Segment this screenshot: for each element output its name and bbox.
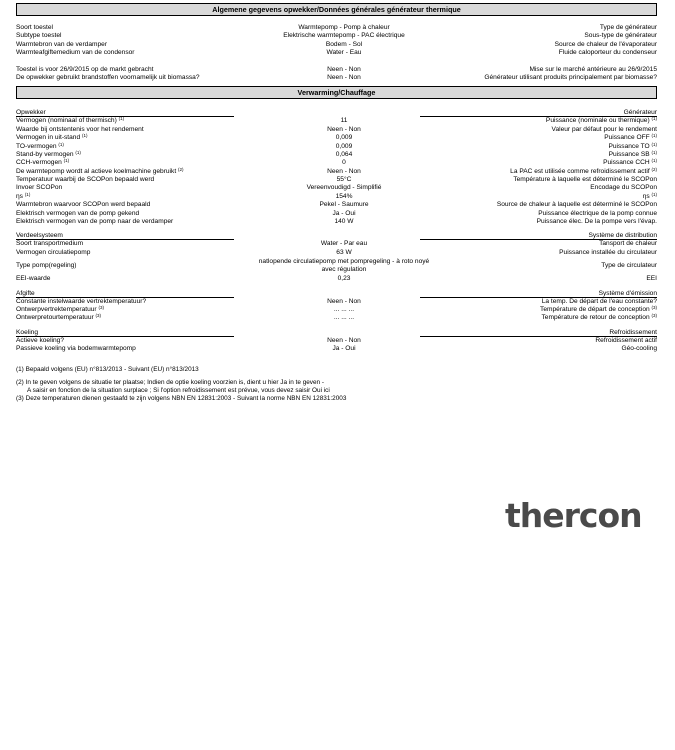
row-label-fr-text: Fluide caloporteur du condenseur — [558, 49, 657, 57]
row-label-fr — [437, 193, 657, 201]
row-value: 0,009 — [335, 142, 353, 150]
row-label-nl-text: De opwekker gebruikt brandstoffen voornamelijk uit biomassa? — [16, 73, 200, 81]
row-label-nl — [16, 201, 251, 209]
row-label-nl-text: Temperatuur waarbij de SCOPon bepaald werd — [16, 176, 155, 184]
heating-header: Verwarming/Chauffage — [16, 86, 657, 99]
row-label-fr-text: Tansport de chaleur — [599, 240, 657, 248]
footnote: (2) In te geven volgens de situatie ter plaatse; Indien de optie koeling voorzien is, dient u hier Ja in te geven - — [16, 378, 325, 386]
row-label-nl-text: Invoer SCOPon — [16, 184, 63, 192]
row-label-fr — [437, 49, 657, 57]
row-label-fr — [437, 314, 657, 322]
row-value: Pekel - Saumure — [319, 201, 369, 209]
row-label-nl: Type pomp(regeling) — [16, 261, 77, 269]
row-label-nl-text: Toestel is voor 26/9/2015 op de markt gebracht — [16, 65, 154, 73]
opwekker-rows — [16, 117, 657, 226]
footnote-ref: (3) — [651, 304, 657, 310]
row-label-fr — [437, 345, 657, 353]
row-label-fr-text: Puissance SB — [608, 150, 650, 158]
row-label-nl-text: De warmtepomp wordt al actieve koelmachine gebruikt — [16, 167, 177, 175]
row-label-nl — [16, 193, 251, 201]
row-value: Ja - Oui — [332, 209, 356, 217]
data-row — [16, 218, 657, 226]
data-row — [16, 66, 657, 74]
footnote-ref: (3) — [95, 313, 102, 319]
row-label-nl-text: Elektrisch vermogen van de pomp naar de verdamper — [16, 218, 174, 226]
footnote-ref: (3) — [98, 304, 104, 310]
row-label-fr — [437, 32, 657, 40]
row-value: Neen - Non — [327, 125, 361, 133]
row-value: 0,064 — [335, 150, 353, 158]
row-label-fr-text: Sous-type de générateur — [584, 32, 657, 40]
data-row — [16, 314, 657, 322]
section-title-nl: Verdeelsysteem — [16, 231, 234, 240]
general-market-section — [16, 66, 657, 83]
row-value: natlopende circulatiepomp met pompregeling - à roto noyé avec régulation — [258, 257, 430, 274]
row-label-nl-text: Actieve koeling? — [16, 336, 65, 344]
row-label-nl — [16, 66, 251, 74]
footnote-ref: (1) — [651, 141, 657, 147]
data-row — [16, 168, 657, 176]
data-row — [16, 345, 657, 353]
row-label-nl — [16, 314, 251, 322]
section-title-nl: Opwekker — [16, 108, 234, 117]
row-value: 63 W — [336, 248, 352, 256]
row-label-fr — [437, 24, 657, 32]
row-label-nl-text: Soort transportmedium — [16, 240, 84, 248]
row-label-fr — [437, 298, 657, 306]
row-label-nl — [16, 249, 251, 257]
row-label-nl — [16, 218, 251, 226]
row-label-nl — [16, 126, 251, 134]
data-row — [16, 126, 657, 134]
row-label-fr-text: ηs — [642, 192, 650, 200]
data-row — [16, 298, 657, 306]
footnote-ref: (3) — [651, 313, 657, 319]
row-label-nl-text: Subtype toestel — [16, 32, 62, 40]
row-label-nl — [16, 240, 251, 248]
row-label-nl — [16, 143, 251, 151]
row-value: Neen - Non — [327, 297, 361, 305]
row-label-nl — [16, 184, 251, 192]
koeling-rows — [16, 337, 657, 354]
data-row — [16, 32, 657, 40]
row-label-fr-text: Source de chaleur de l'évaporateur — [554, 40, 657, 48]
footnote-ref: (1) — [651, 133, 657, 139]
row-label-fr — [437, 201, 657, 209]
data-row — [16, 41, 657, 49]
row-label-nl — [16, 74, 251, 82]
row-label-fr-text: La PAC est utilisée comme refroidissement actif — [510, 167, 650, 175]
footnote-ref: (1) — [24, 191, 31, 197]
row-label-nl-text: Vermogen (nominaal of thermisch) — [16, 117, 117, 125]
opwekker-section-title — [16, 108, 657, 117]
footnote-ref: (1) — [651, 158, 657, 164]
row-value: Neen - Non — [327, 336, 361, 344]
row-label-nl — [16, 32, 251, 40]
row-label-nl — [16, 134, 251, 142]
row-label-fr-text: Encodage du SCOPon — [590, 184, 657, 192]
row-label-fr-text: Puissance élec. De la pompe vers l'évap. — [536, 218, 657, 226]
row-label-nl-text: CCH-vermogen — [16, 159, 62, 167]
footnote-ref: (2) — [651, 166, 657, 172]
row-value: Water - Par eau — [320, 240, 368, 248]
data-row — [16, 176, 657, 184]
eei-row — [16, 275, 657, 283]
row-value: 0,23 — [337, 275, 351, 283]
row-value: Neen - Non — [327, 167, 361, 175]
row-label-fr-text: Générateur utilisant produits principalement par biomasse? — [484, 73, 657, 81]
section-title-fr: Système d'émission — [420, 289, 657, 298]
section-title-nl: Koeling — [16, 328, 234, 337]
row-value: 55°C — [336, 176, 352, 184]
row-label-nl-text: Stand-by vermogen — [16, 150, 74, 158]
row-value: 140 W — [334, 218, 354, 226]
row-label-fr-text: La temp. De départ de l'eau constante? — [541, 297, 657, 305]
section-title-fr: Système de distribution — [420, 231, 657, 240]
data-row — [16, 24, 657, 32]
row-label-fr — [437, 66, 657, 74]
data-row — [16, 74, 657, 82]
koeling-section-title — [16, 328, 657, 337]
row-label-fr-text: Température à laquelle est déterminé le SCOPon — [513, 176, 657, 184]
footnote-ref: (1) — [651, 116, 657, 122]
data-row — [16, 49, 657, 57]
row-label-fr — [437, 176, 657, 184]
row-label-nl — [16, 337, 251, 345]
section-title-nl: Afgifte — [16, 289, 234, 298]
row-label-fr — [437, 126, 657, 134]
row-label-nl-text: Warmtebron van de verdamper — [16, 40, 108, 48]
row-label-fr — [437, 249, 657, 257]
row-label-nl — [16, 345, 251, 353]
row-value: Elektrische warmtepomp - PAC électrique — [283, 32, 405, 40]
row-label-fr-text: Puissance OFF — [604, 134, 650, 142]
row-label-nl — [16, 41, 251, 49]
row-value: Bodem - Sol — [325, 40, 363, 48]
row-label-fr-text: Puissance TO — [608, 142, 650, 150]
data-row — [16, 249, 657, 257]
row-label-nl — [16, 298, 251, 306]
row-label-nl-text: Soort toestel — [16, 24, 54, 31]
data-row — [16, 240, 657, 248]
row-label-fr — [437, 159, 657, 167]
footnote-ref: (1) — [63, 158, 70, 164]
row-label-nl — [16, 24, 251, 32]
row-label-fr-text: Puissance électrique de la pomp connue — [538, 209, 657, 217]
row-label-nl-text: Vermogen circulatiepomp — [16, 248, 91, 256]
row-label-fr — [437, 337, 657, 345]
footnote: A saisir en fonction de la situation surplace ; Si l'option refroidissement est prévue, vous devez saisir Oui ici — [27, 386, 330, 394]
row-label-nl-text: Ontwerpretourtemperatuur — [16, 314, 94, 322]
row-label-fr — [437, 134, 657, 142]
data-row — [16, 151, 657, 159]
row-label-nl-text: ηs — [16, 192, 23, 200]
verdeel-rows — [16, 240, 657, 257]
row-label-fr — [437, 143, 657, 151]
row-value: Warmtepomp - Pomp à chaleur — [298, 24, 390, 31]
footnote-ref: (1) — [651, 191, 657, 197]
afgifte-section-title — [16, 289, 657, 298]
row-label-nl-text: Ontwerpvertrektemperatuur — [16, 305, 97, 313]
row-value: Neen - Non — [327, 73, 361, 81]
row-label-fr-text: Source de chaleur à laquelle est déterminé le SCOPon — [496, 201, 657, 209]
footnote-ref: (1) — [82, 133, 88, 139]
footnote: (3) Deze temperaturen dienen gestaafd te zijn volgens NBN EN 12831:2003 - Suivant la norme NBN EN 12831:2003 — [16, 395, 347, 403]
row-label-nl-text: Passieve koeling via bodemwarmtepomp — [16, 345, 136, 353]
row-label-fr: EEI — [646, 275, 657, 283]
row-label-fr — [437, 184, 657, 192]
footnote-ref: (1) — [118, 116, 125, 122]
row-label-fr-text: Puissance installée du circulateur — [559, 248, 657, 256]
general-header: Algemene gegevens opwekker/Données générales générateur thermique — [16, 3, 657, 16]
row-label-fr-text: Valeur par défaut pour le rendement — [551, 125, 657, 133]
verdeel-section-title — [16, 231, 657, 240]
row-label-nl — [16, 168, 251, 176]
row-label-fr — [437, 168, 657, 176]
data-row — [16, 117, 657, 125]
row-label-fr-text: Type de générateur — [599, 24, 657, 31]
row-label-fr-text: Géo-cooling — [621, 345, 657, 353]
row-label-fr — [437, 41, 657, 49]
pump-type-row — [16, 257, 657, 275]
data-row — [16, 201, 657, 209]
row-label-fr — [437, 210, 657, 218]
row-label-nl: EEI-waarde — [16, 275, 51, 283]
row-label-fr — [437, 117, 657, 125]
data-row — [16, 134, 657, 142]
row-label-fr-text: Puissance (nominale ou thermique) — [545, 117, 650, 125]
row-label-nl — [16, 210, 251, 218]
data-row — [16, 143, 657, 151]
row-value: Ja - Oui — [332, 345, 356, 353]
general-section — [16, 24, 657, 58]
row-label-fr-text: Mise sur le marché antérieure au 26/9/2015 — [529, 65, 657, 73]
footnote: (1) Bepaald volgens (EU) n°813/2013 - Suivant (EU) n°813/2013 — [16, 365, 199, 373]
datasheet — [16, 3, 657, 403]
row-label-fr-text: Refroidissement actif — [595, 336, 657, 344]
row-value: 154% — [335, 192, 353, 200]
row-label-nl-text: TO-vermogen — [16, 142, 57, 150]
afgifte-rows — [16, 298, 657, 323]
row-value: 11 — [340, 117, 348, 125]
footnotes — [16, 366, 657, 404]
section-title-fr: Refroidissement — [420, 328, 657, 337]
footnote-ref: (1) — [651, 149, 657, 155]
row-value: ... ... ... — [333, 314, 355, 322]
row-label-nl-text: Elektrisch vermogen van de pomp gekend — [16, 209, 140, 217]
row-value: Vereenvoudigd - Simplifié — [306, 184, 382, 192]
row-value: Water - Eau — [326, 49, 362, 57]
row-label-nl — [16, 117, 251, 125]
row-value: Neen - Non — [327, 65, 361, 73]
row-label-fr-text: Température de départ de conception — [540, 305, 650, 313]
row-label-fr: Type de circulateur — [601, 261, 657, 269]
row-value: ... ... ... — [333, 305, 355, 313]
row-label-nl-text: Waarde bij ontstentenis voor het rendement — [16, 125, 144, 133]
row-value: 0 — [342, 159, 346, 167]
row-label-nl-text: Constante instelwaarde vertrektemperatuur? — [16, 297, 147, 305]
data-row — [16, 210, 657, 218]
footnote-ref: (1) — [58, 141, 64, 147]
row-label-fr — [437, 240, 657, 248]
data-row — [16, 159, 657, 167]
data-row — [16, 193, 657, 201]
row-label-fr-text: Puissance CCH — [603, 159, 650, 167]
section-title-fr: Générateur — [420, 108, 657, 117]
data-row — [16, 337, 657, 345]
footnote-ref: (1) — [75, 149, 81, 155]
footnote-ref: (2) — [178, 166, 184, 172]
data-row — [16, 184, 657, 192]
row-label-nl — [16, 159, 251, 167]
row-label-fr — [437, 74, 657, 82]
row-label-fr — [437, 218, 657, 226]
row-label-nl-text: Warmtebron waarvoor SCOPon werd bepaald — [16, 201, 151, 209]
thercon-logo: thercon — [505, 496, 642, 535]
row-label-nl — [16, 176, 251, 184]
row-label-nl-text: Vermogen in uit-stand — [16, 134, 81, 142]
row-label-fr-text: Température de retour de conception — [541, 314, 650, 322]
row-value: 0,009 — [335, 134, 353, 142]
row-label-nl-text: Warmteafgiftemedium van de condensor — [16, 49, 135, 57]
row-label-nl — [16, 49, 251, 57]
